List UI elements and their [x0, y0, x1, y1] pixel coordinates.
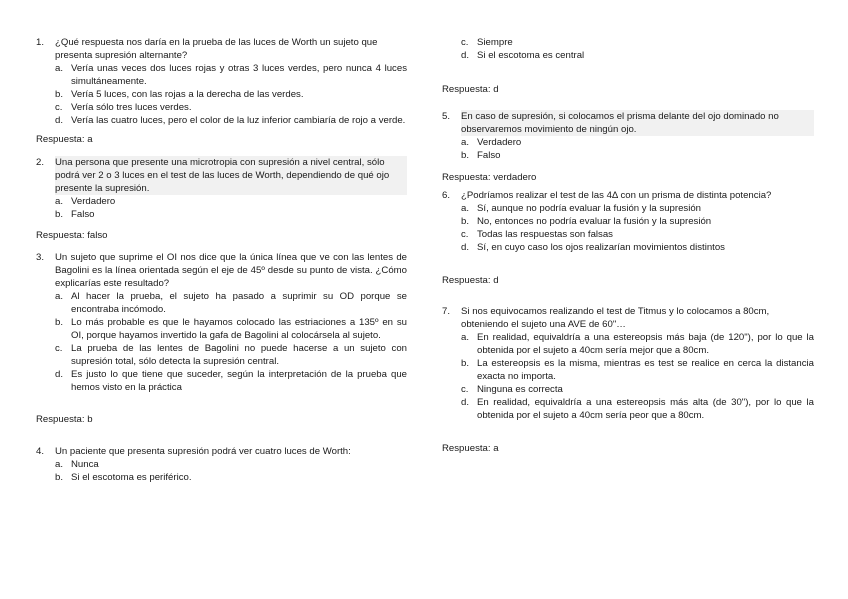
option-letter: c. — [461, 229, 469, 240]
options-list — [36, 62, 407, 127]
option-a — [55, 62, 407, 88]
options-list — [36, 458, 407, 484]
right-column — [442, 36, 814, 455]
question-number: 2. — [36, 157, 45, 168]
option-letter: b. — [461, 216, 470, 227]
question-5 — [442, 110, 814, 136]
option-a — [55, 458, 407, 471]
option-letter: a. — [461, 137, 470, 148]
option-b — [461, 215, 814, 228]
option-d — [55, 368, 407, 394]
option-letter: b. — [461, 150, 470, 161]
option-letter: b. — [55, 89, 64, 100]
option-b — [55, 208, 407, 221]
question-text: Una persona que presente una microtropia con supresión a nivel central, sólo podrá ver 2 o 3 luces en el test de las luces de Worth, dependiendo de qué ojo presente la supresión. — [55, 156, 407, 195]
option-letter: b. — [55, 209, 64, 220]
option-text: Es justo lo que tiene que suceder, según la interpretación de la prueba que hemos visto en la práctica — [71, 369, 407, 393]
option-a — [461, 202, 814, 215]
option-text: Todas las respuestas son falsas — [477, 229, 613, 240]
answer-5: Respuesta: verdadero — [442, 172, 537, 183]
question-6 — [442, 189, 814, 202]
option-letter: b. — [55, 317, 64, 328]
option-text: Verdadero — [477, 137, 522, 148]
question-2 — [36, 156, 407, 195]
option-letter: d. — [461, 397, 470, 408]
question-number: 3. — [36, 252, 45, 263]
option-text: Vería unas veces dos luces rojas y otras 3 luces verdes, pero nunca 4 luces simultáneamente. — [71, 63, 407, 87]
option-text: No, entonces no podría evaluar la fusión y la supresión — [477, 216, 712, 227]
option-text: Sí, aunque no podría evaluar la fusión y la supresión — [477, 203, 702, 214]
question-number: 1. — [36, 37, 45, 48]
option-letter: d. — [461, 242, 470, 253]
question-number: 4. — [36, 446, 45, 457]
question-4 — [36, 445, 407, 458]
option-letter: a. — [55, 291, 64, 302]
option-d — [461, 49, 814, 62]
option-text: Verdadero — [71, 196, 116, 207]
options-list — [442, 202, 814, 254]
option-text: Vería las cuatro luces, pero el color de la luz inferior cambiaría de rojo a verde. — [71, 115, 406, 126]
option-text: En realidad, equivaldría a una estereopsis más alta (de 30"), por lo que la obtenida por el sujeto a 40cm sería peor que a 80cm. — [477, 397, 814, 421]
option-letter: d. — [55, 369, 64, 380]
option-text: En realidad, equivaldría a una estereopsis más baja (de 120"), por lo que la obtenida por el sujeto a 40cm sería mejor que a 80cm. — [477, 332, 814, 356]
options-list-continued — [442, 36, 814, 62]
option-text: La prueba de las lentes de Bagolini no puede hacerse a un sujeto con supresión total, sólo detecta la supresión central. — [71, 343, 407, 367]
option-text: Siempre — [477, 37, 513, 48]
option-letter: a. — [55, 63, 64, 74]
option-letter: d. — [55, 115, 64, 126]
option-letter: b. — [461, 358, 470, 369]
question-3 — [36, 251, 407, 290]
question-text: Un sujeto que suprime el OI nos dice que la única línea que ve con las lentes de Bagolini es la línea orientada según el eje de 45º desde su punto de vista. ¿Cómo explicarías este resultado? — [55, 252, 407, 289]
question-1 — [36, 36, 407, 62]
option-text: Si el escotoma es central — [477, 50, 585, 61]
option-letter: d. — [461, 50, 470, 61]
option-text: Si el escotoma es periférico. — [71, 472, 192, 483]
question-text: En caso de supresión, si colocamos el prisma delante del ojo dominado no observaremos movimiento de ningún ojo. — [461, 110, 814, 136]
options-list — [36, 195, 407, 221]
question-text: ¿Podríamos realizar el test de las 4Δ con un prisma de distinta potencia? — [461, 190, 772, 201]
option-text: Al hacer la prueba, el sujeto ha pasado a suprimir su OD porque se encontraba incómodo. — [71, 291, 407, 315]
question-number: 5. — [442, 111, 451, 122]
answer-2: Respuesta: falso — [36, 230, 108, 241]
option-letter: a. — [461, 332, 470, 343]
option-letter: b. — [55, 472, 64, 483]
option-text: La estereopsis es la misma, mientras es test se realice en cerca la distancia exacta no importa. — [477, 358, 814, 382]
option-text: Lo más probable es que le hayamos colocado las estriaciones a 135º en su OI, porque hayamos invertido la gafa de Bagolini al colocársela al sujeto. — [71, 317, 407, 341]
options-list — [36, 290, 407, 394]
option-letter: c. — [461, 37, 469, 48]
question-7 — [442, 305, 814, 331]
option-text: Sí, en cuyo caso los ojos realizarían movimientos distintos — [477, 242, 725, 253]
option-text: Nunca — [71, 459, 99, 470]
option-text: Vería sólo tres luces verdes. — [71, 102, 192, 113]
option-d — [461, 241, 814, 254]
option-c — [461, 228, 814, 241]
answer-1: Respuesta: a — [36, 134, 93, 145]
option-letter: a. — [55, 459, 64, 470]
option-d — [55, 114, 407, 127]
answer-4: Respuesta: d — [442, 84, 499, 95]
option-text: Vería 5 luces, con las rojas a la derecha de las verdes. — [71, 89, 304, 100]
question-text: Un paciente que presenta supresión podrá ver cuatro luces de Worth: — [55, 446, 351, 457]
option-b — [461, 149, 814, 162]
question-text: Si nos equivocamos realizando el test de Titmus y lo colocamos a 80cm, obteniendo el sujeto una AVE de 60"… — [461, 306, 770, 330]
answer-7: Respuesta: a — [442, 443, 499, 454]
option-b — [461, 357, 814, 383]
option-b — [55, 471, 407, 484]
left-column — [36, 36, 407, 484]
options-list — [442, 331, 814, 422]
option-c — [461, 36, 814, 49]
option-text: Ninguna es correcta — [477, 384, 563, 395]
option-a — [55, 195, 407, 208]
option-a — [461, 136, 814, 149]
options-list — [442, 136, 814, 162]
option-letter: a. — [461, 203, 470, 214]
option-b — [55, 316, 407, 342]
option-letter: a. — [55, 196, 64, 207]
option-text: Falso — [71, 209, 95, 220]
option-letter: c. — [55, 102, 63, 113]
answer-3: Respuesta: b — [36, 414, 93, 425]
option-d — [461, 396, 814, 422]
question-number: 6. — [442, 190, 451, 201]
option-letter: c. — [461, 384, 469, 395]
answer-6: Respuesta: d — [442, 275, 499, 286]
option-c — [55, 101, 407, 114]
option-letter: c. — [55, 343, 63, 354]
option-b — [55, 88, 407, 101]
option-a — [461, 331, 814, 357]
option-a — [55, 290, 407, 316]
question-number: 7. — [442, 306, 451, 317]
option-c — [461, 383, 814, 396]
option-c — [55, 342, 407, 368]
question-text: ¿Qué respuesta nos daría en la prueba de las luces de Worth un sujeto que presenta supresión alternante? — [55, 37, 378, 61]
option-text: Falso — [477, 150, 501, 161]
